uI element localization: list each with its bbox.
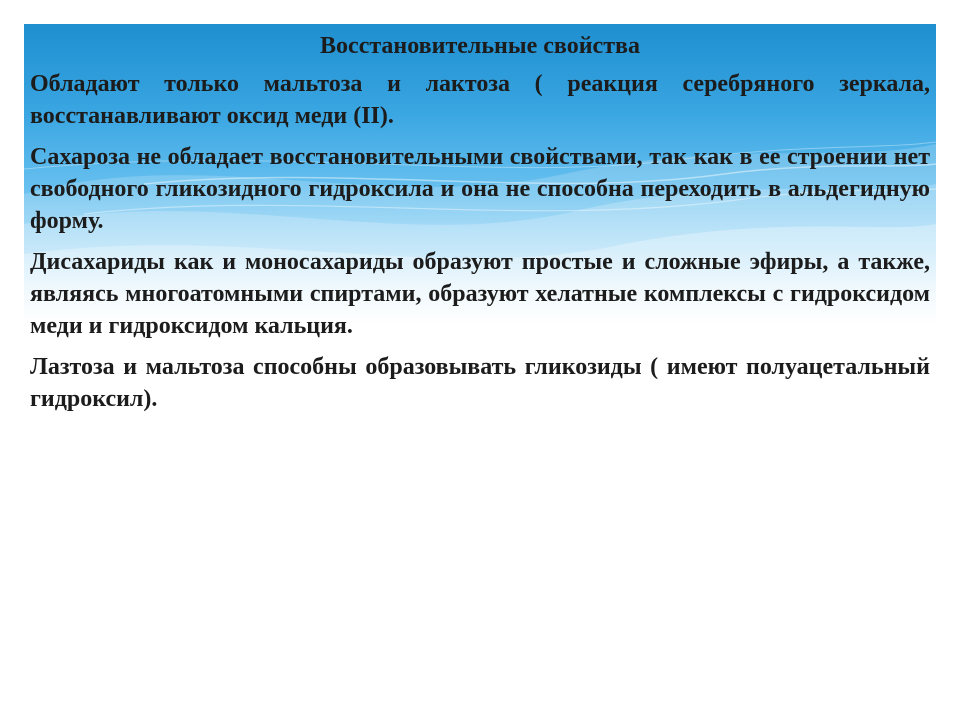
slide-content xyxy=(30,30,930,424)
paragraph-disaccharide-esters: Дисахариды как и моносахариды образуют простые и сложные эфиры, а также, являясь многоатомными спиртами, образуют хелатные комплексы с гидроксидом меди и гидроксидом кальция. xyxy=(30,249,930,339)
slide-title: Восстановительные свойства xyxy=(320,33,640,59)
paragraph-glycosides: Лазтоза и мальтоза способны образовывать гликозиды ( имеют полуацетальный гидроксил). xyxy=(30,354,930,412)
paragraph-sucrose: Сахароза не обладает восстановительными свойствами, так как в ее строении нет свободного гликозидного гидроксила и она не способна переходить в альдегидную форму. xyxy=(30,144,930,234)
paragraph-reducing-sugars: Обладают только мальтоза и лактоза ( реакция серебряного зеркала, восстанавливают оксид меди (II). xyxy=(30,71,930,129)
